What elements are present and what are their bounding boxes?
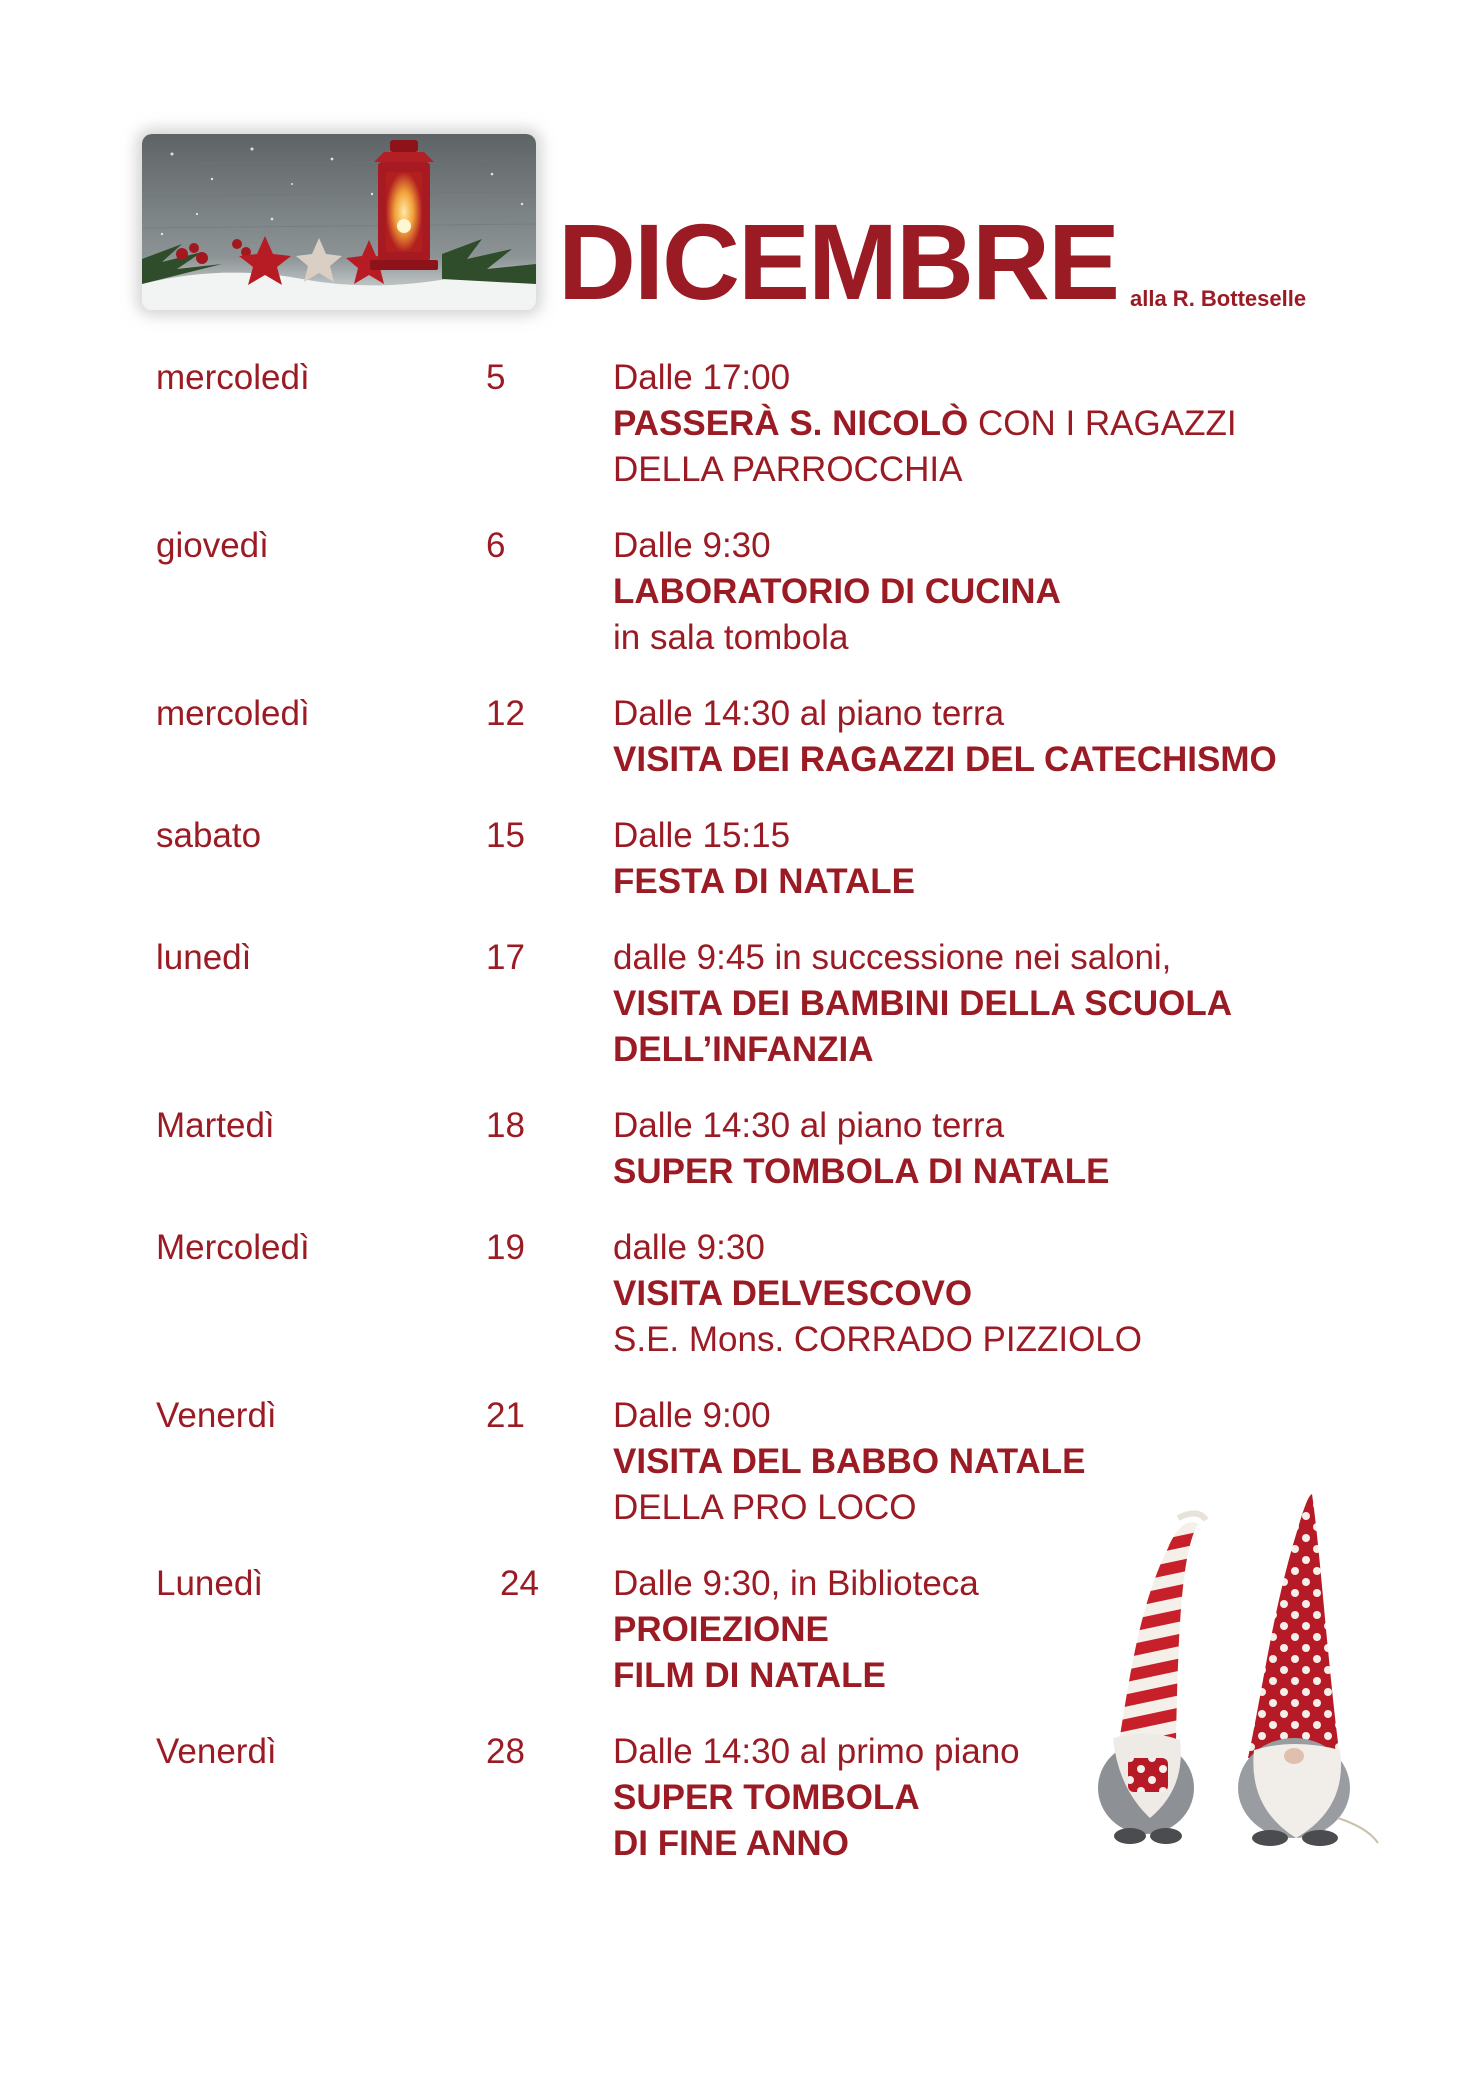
page-subtitle: alla R. Botteselle [1130,286,1307,311]
event-description [613,935,1396,1073]
event-date: 6 [486,526,506,565]
event-line: S.E. Mons. CORRADO PIZZIOLO [613,1320,1142,1359]
event-line: dalle 9:30 [613,1228,765,1267]
event-day: mercoledì [156,358,310,397]
event-title: LABORATORIO DI CUCINA [613,572,1061,611]
event-row [156,523,1396,661]
event-description [613,691,1396,783]
event-line: dalle 9:45 in successione nei saloni, [613,938,1172,977]
event-day: lunedì [156,938,252,977]
event-description [613,355,1396,493]
event-day: Venerdì [156,1732,277,1771]
event-day: Mercoledì [156,1228,310,1267]
event-title: DELL’INFANZIA [613,1030,874,1069]
event-date: 12 [486,694,525,733]
event-line: Dalle 9:00 [613,1396,771,1435]
event-title: VISITA DELVESCOVO [613,1274,973,1313]
event-line: Dalle 9:30 [613,526,771,565]
page-title: DICEMBRE [558,201,1119,322]
event-line: Dalle 14:30 al piano terra [613,694,1005,733]
event-date: 24 [500,1564,539,1603]
event-row [156,935,1396,1073]
event-date: 18 [486,1106,525,1145]
event-title: VISITA DEI BAMBINI DELLA SCUOLA [613,984,1232,1023]
event-line: in sala tombola [613,618,849,657]
event-date: 17 [486,938,525,977]
event-line: Dalle 17:00 [613,358,791,397]
event-title: SUPER TOMBOLA DI NATALE [613,1152,1110,1191]
event-day: giovedì [156,526,269,565]
event-description [613,813,1396,905]
event-title: FESTA DI NATALE [613,862,916,901]
event-title: SUPER TOMBOLA [613,1778,920,1817]
event-day: Venerdì [156,1396,277,1435]
event-line: DELLA PARROCCHIA [613,450,963,489]
event-day: Lunedì [156,1564,264,1603]
event-date: 15 [486,816,525,855]
event-line: Dalle 14:30 al primo piano [613,1732,1020,1771]
christmas-lantern-photo [142,134,536,310]
event-title: VISITA DEL BABBO NATALE [613,1442,1086,1481]
event-line: PASSERÀ S. NICOLÒ CON I RAGAZZI [613,404,1237,443]
event-day: Martedì [156,1106,275,1145]
event-description [613,523,1396,661]
event-day: mercoledì [156,694,310,733]
event-title: DI FINE ANNO [613,1824,849,1863]
event-line: Dalle 9:30, in Biblioteca [613,1564,979,1603]
event-line: DELLA PRO LOCO [613,1488,917,1527]
event-date: 19 [486,1228,525,1267]
event-row [156,691,1396,783]
christmas-gnomes-illustration [1058,1488,1428,1850]
event-title: PASSERÀ S. NICOLÒ [613,404,969,443]
event-line: Dalle 15:15 [613,816,791,855]
event-description [613,1103,1396,1195]
event-title: FILM DI NATALE [613,1656,886,1695]
event-row [156,1225,1396,1363]
event-date: 5 [486,358,506,397]
event-day: sabato [156,816,262,855]
event-description [613,1225,1396,1363]
event-row [156,813,1396,905]
event-row [156,1103,1396,1195]
event-row [156,355,1396,493]
event-line: Dalle 14:30 al piano terra [613,1106,1005,1145]
event-title: PROIEZIONE [613,1610,829,1649]
event-date: 28 [486,1732,525,1771]
event-date: 21 [486,1396,525,1435]
event-title: VISITA DEI RAGAZZI DEL CATECHISMO [613,740,1277,779]
